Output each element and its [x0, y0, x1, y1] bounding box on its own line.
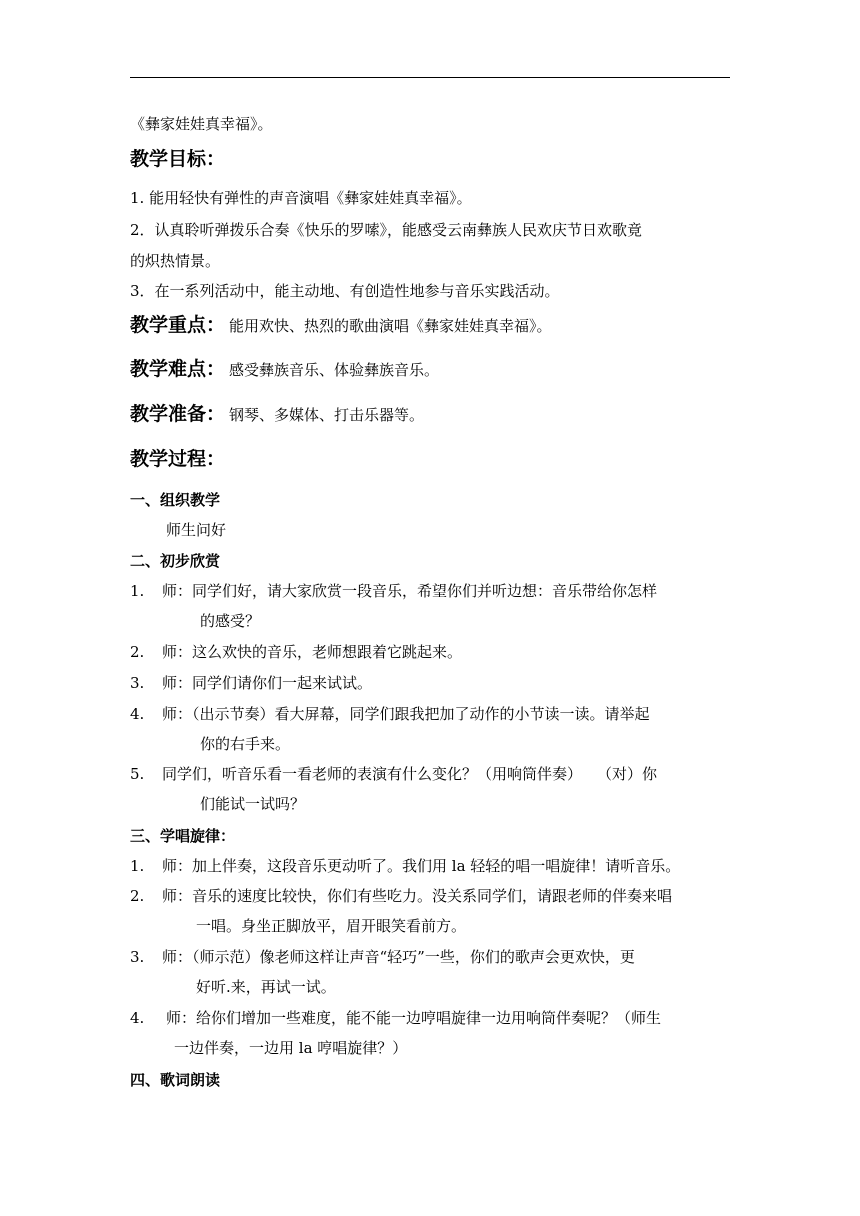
- list-item-number: 3.: [130, 674, 145, 692]
- objective-item: 3．在一系列活动中，能主动地、有创造性地参与音乐实践活动。: [130, 282, 560, 300]
- list-item-text: 师：同学们好，请大家欣赏一段音乐，希望你们并听边想：音乐带给你怎样: [162, 582, 658, 600]
- preparation-text: 钢琴、多媒体、打击乐器等。: [229, 406, 425, 424]
- list-item-number: 1.: [130, 582, 145, 600]
- list-item-number: 2.: [130, 887, 145, 905]
- list-item-text: 师：（出示节奏）看大屏幕，同学们跟我把加了动作的小节读一读。请举起: [162, 705, 650, 723]
- header-rule: [130, 77, 730, 78]
- list-item-number: 4.: [130, 705, 145, 723]
- list-item-continuation: 好听.来，再试一试。: [196, 978, 336, 996]
- difficulty-label: 教学难点：: [130, 358, 226, 380]
- difficulty-text: 感受彝族音乐、体验彝族音乐。: [229, 361, 440, 379]
- list-item-text: 师：（师示范）像老师这样让声音“轻巧”一些，你们的歌声会更欢快，更: [162, 948, 635, 966]
- list-item-text: 师：加上伴奏，这段音乐更动听了。我们用 la 轻轻的唱一唱旋律！请听音乐。: [162, 857, 681, 875]
- list-item-text: 师：这么欢快的音乐，老师想跟着它跳起来。: [162, 643, 463, 661]
- objective-item: 1. 能用轻快有弹性的声音演唱《彝家娃娃真幸福》。: [130, 189, 472, 207]
- list-item-number: 2.: [130, 643, 145, 661]
- key-point-label: 教学重点：: [130, 314, 226, 336]
- list-item-number: 3.: [130, 948, 145, 966]
- intro-text: 《彝家娃娃真幸福》。: [130, 115, 273, 133]
- list-item-text: 师：给你们增加一些难度，能不能一边哼唱旋律一边用响筒伴奏呢？（师生: [166, 1009, 662, 1027]
- objectives-heading: 教学目标：: [130, 148, 226, 170]
- preparation-row: [130, 402, 424, 426]
- list-item-number: 1.: [130, 857, 145, 875]
- list-item-continuation: 一唱。身坐正脚放平，眉开眼笑看前方。: [196, 917, 467, 935]
- section-1-line: 师生问好: [166, 521, 227, 539]
- difficulty-row: [130, 357, 439, 381]
- list-item-text: 同学们，听音乐看一看老师的表演有什么变化？（用响筒伴奏） （对）你: [162, 765, 658, 783]
- key-point-row: [130, 313, 552, 337]
- list-item-continuation: 一边伴奏，一边用 la 哼唱旋律？）: [174, 1039, 408, 1057]
- list-item-number: 5.: [130, 765, 145, 783]
- list-item-text: 师：音乐的速度比较快，你们有些吃力。没关系同学们，请跟老师的伴奏来唱: [162, 887, 673, 905]
- list-item-continuation: 的感受？: [200, 612, 261, 630]
- objective-item-continuation: 的炽热情景。: [130, 252, 221, 270]
- objective-item: 2．认真聆听弹拨乐合奏《快乐的罗嗦》，能感受云南彝族人民欢庆节日欢歌竟: [130, 221, 643, 239]
- list-item-text: 师：同学们请你们一起来试试。: [162, 674, 373, 692]
- process-heading: 教学过程：: [130, 448, 226, 470]
- section-2-title: 二、初步欣赏: [130, 552, 221, 570]
- list-item-continuation: 你的右手来。: [200, 735, 291, 753]
- section-3-title: 三、学唱旋律：: [130, 827, 236, 845]
- key-point-text: 能用欢快、热烈的歌曲演唱《彝家娃娃真幸福》。: [229, 317, 552, 335]
- section-1-title: 一、组织教学: [130, 491, 221, 509]
- section-4-title: 四、歌词朗读: [130, 1071, 221, 1089]
- list-item-number: 4.: [130, 1009, 145, 1027]
- preparation-label: 教学准备：: [130, 403, 226, 425]
- list-item-continuation: 们能试一试吗？: [200, 795, 306, 813]
